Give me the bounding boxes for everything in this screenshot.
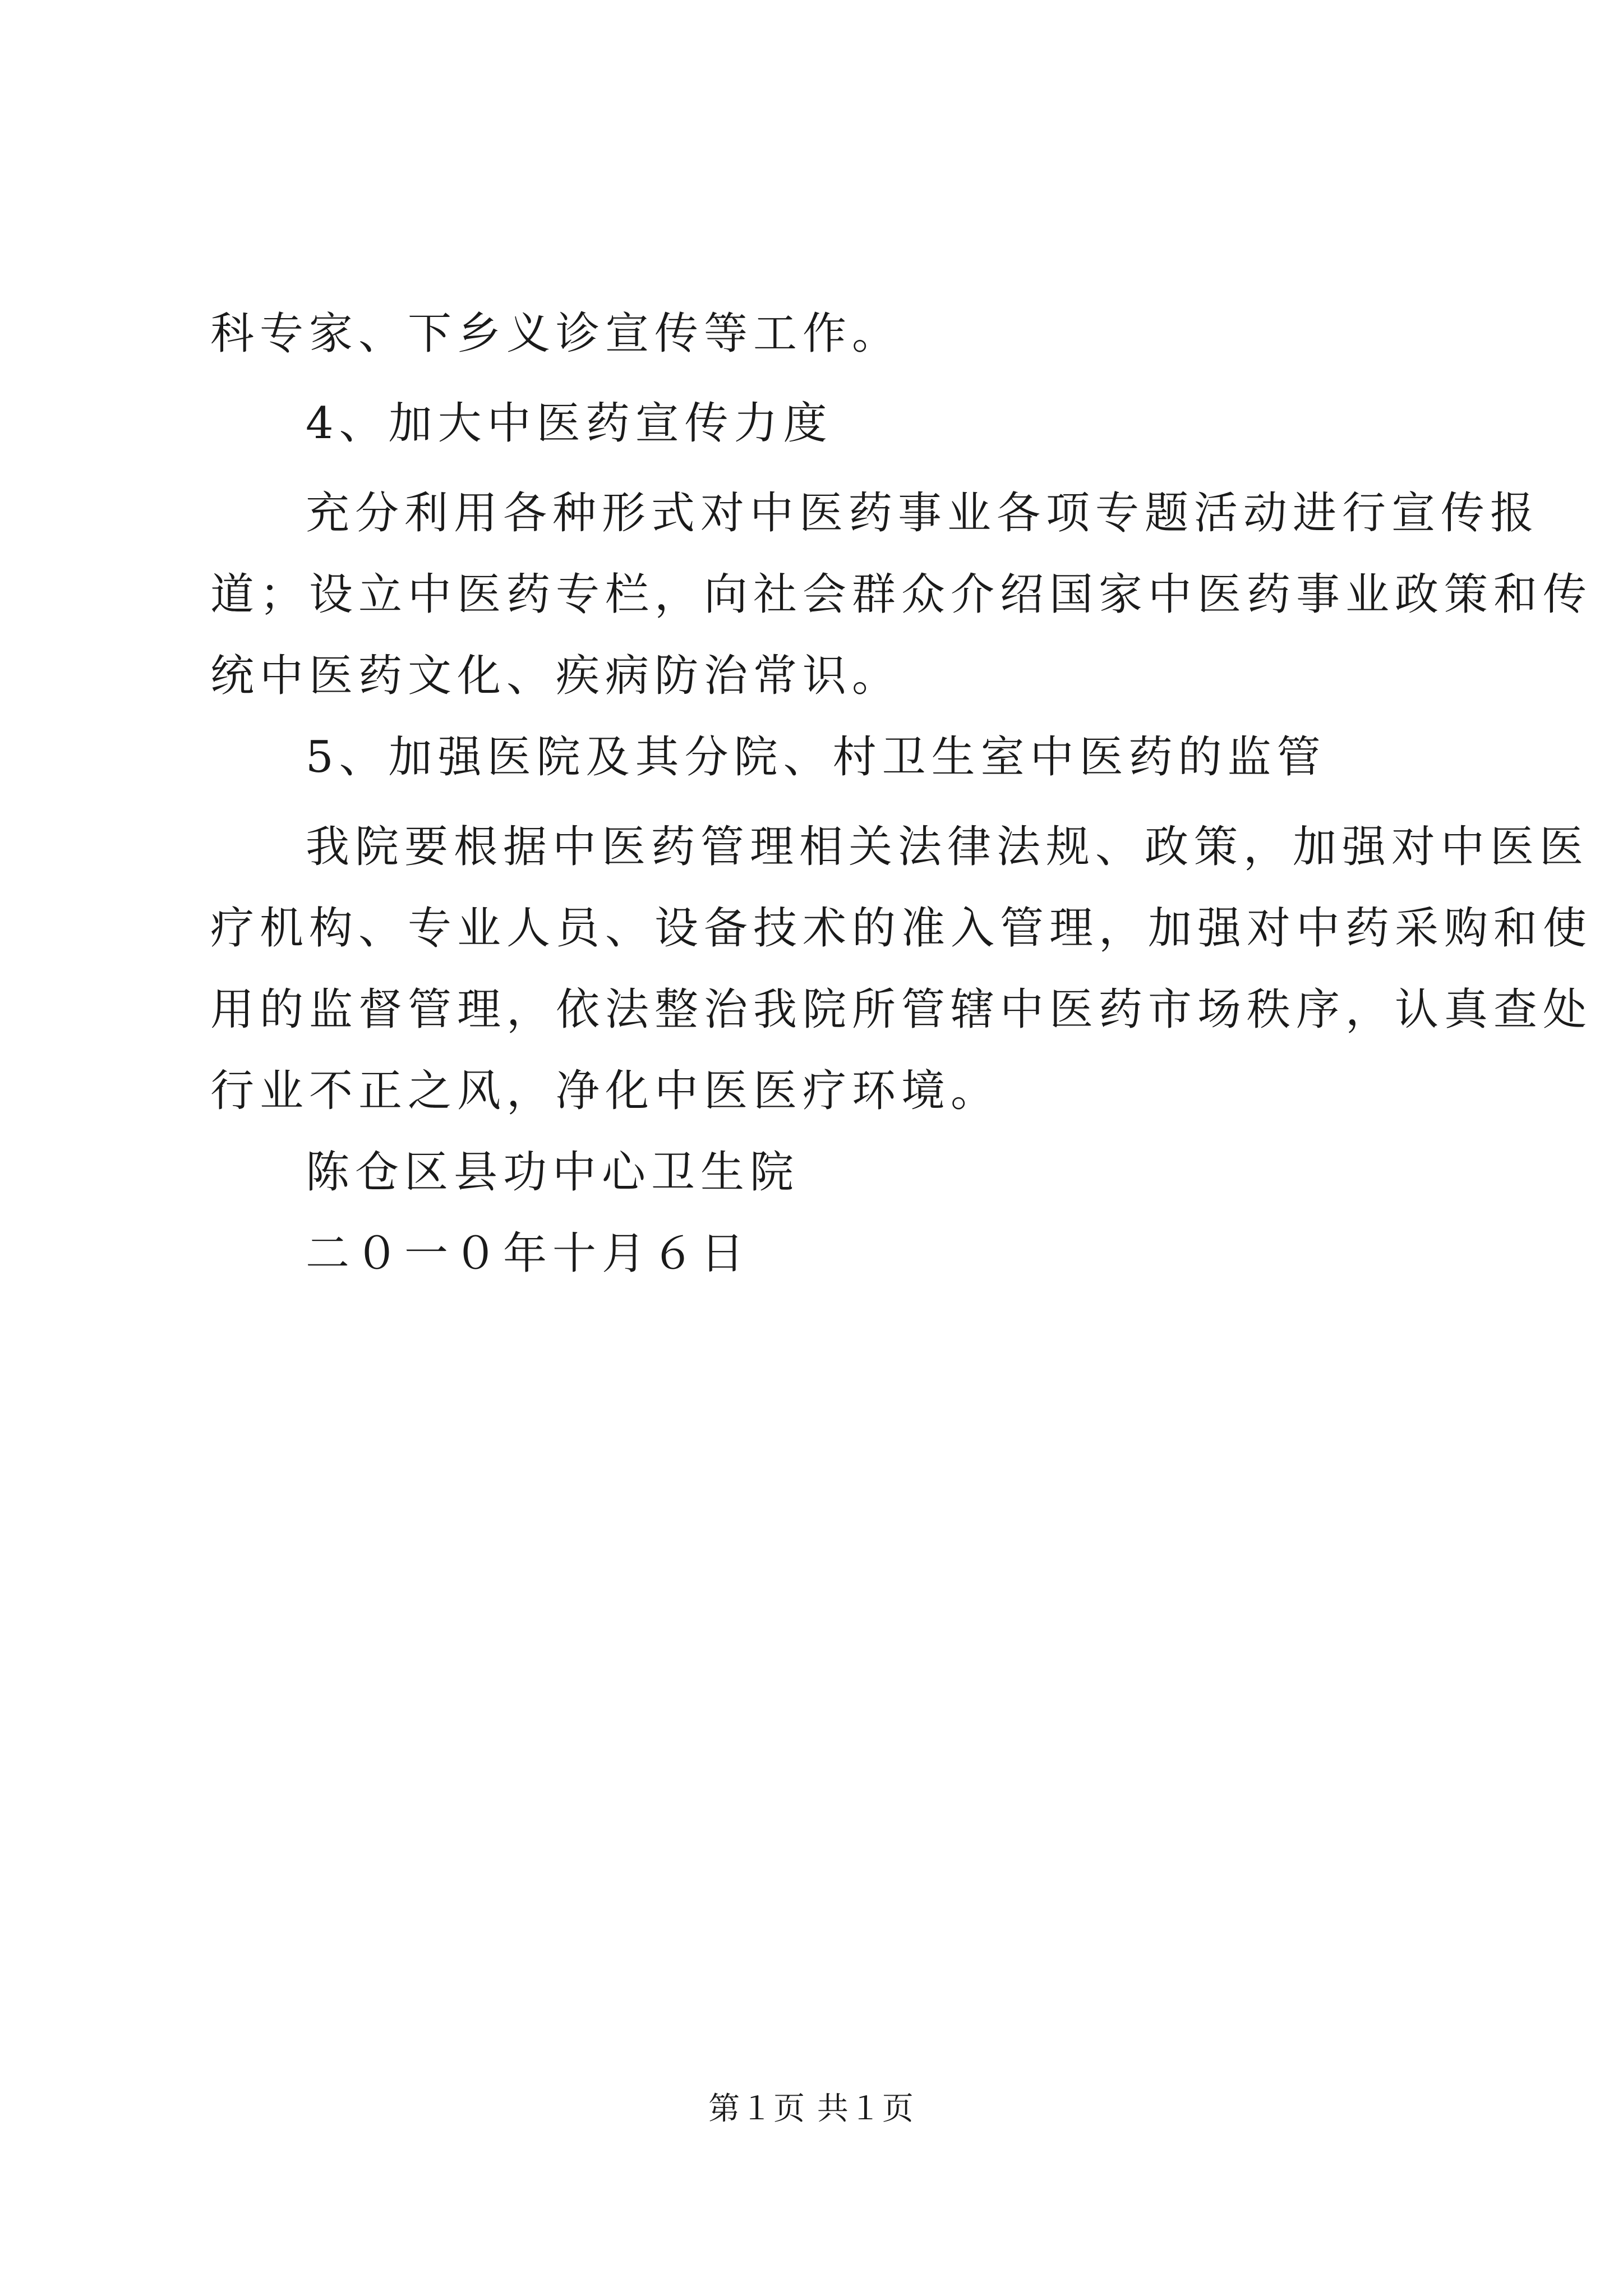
paragraph-line: 用的监督管理，依法整治我院所管辖中医药市场秩序，认真查处 [210,984,1593,1035]
paragraph-line: 我院要根据中医药管理相关法律法规、政策，加强对中医医 [306,822,1589,872]
paragraph-line: 科专家、下乡义诊宣传等工作。 [210,309,902,359]
paragraph-line: 疗机构、专业人员、设备技术的准入管理，加强对中药采购和使 [210,903,1593,954]
signature-date: 二０一０年十月６日 [306,1228,750,1279]
paragraph-line: 统中医药文化、疾病防治常识。 [210,651,902,701]
paragraph-line: 道；设立中医药专栏，向社会群众介绍国家中医药事业政策和传 [210,569,1593,620]
section-heading-4: 4、加大中医药宣传力度 [306,398,833,449]
section-heading-5: 5、加强医院及其分院、村卫生室中医药的监管 [306,732,1326,783]
paragraph-line: 充分利用各种形式对中医药事业各项专题活动进行宣传报 [306,488,1540,539]
signature-organization: 陈仓区县功中心卫生院 [306,1147,800,1198]
paragraph-line: 行业不正之风，净化中医医疗环境。 [210,1066,1000,1116]
page-footer: 第１页 共１页 [708,2091,915,2127]
